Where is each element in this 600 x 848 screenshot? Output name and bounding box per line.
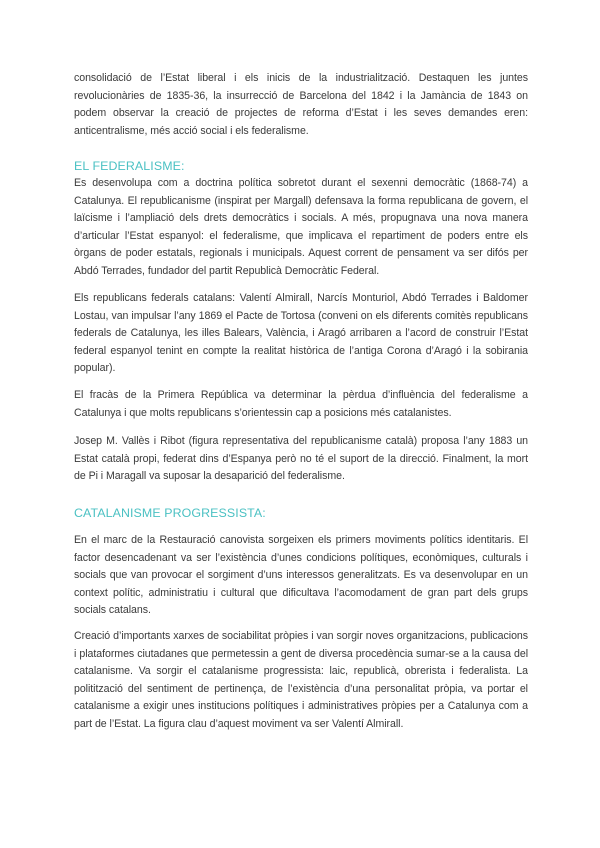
federalisme-paragraph-4: Josep M. Vallès i Ribot (figura representativa del republicanisme català) proposa l’any 1883 un Estat català propi, federat dins d’Espanya però no té el suport de la direcció. Finalment, la mort de Pi i Maragall va suposar la desaparició del federalisme. [74,435,528,483]
federalisme-paragraph-1: Es desenvolupa com a doctrina política sobretot durant el sexenni democràtic (1868-74) a Catalunya. El republicanisme (inspirat per Margall) defensava la forma republicana de govern, el laïcisme i l’ampliació dels drets democràtics i socials. A més, propugnava una nova manera d’articular l’Estat espanyol: el federalisme, que implicava el repartiment de poders entre els òrgans de poder estatals, regionals i municipals. Aquest corrent de pensament va ser difós per Abdó Terrades, fundador del partit Republicà Democràtic Federal. [74,177,528,277]
intro-paragraph: consolidació de l’Estat liberal i els inicis de la industrialització. Destaquen les juntes revolucionàries de 1835-36, la insurrecció de Barcelona del 1842 i la Jamància de 1843 on podem observar la creació de projectes de reforma d’Estat i les seves demandes eren: anticentralisme, més acció social i els federalisme. [74,72,528,137]
federalisme-paragraph-3: El fracàs de la Primera República va determinar la pèrdua d’influència del federalisme a Catalunya i que molts republicans s’orientessin cap a posicions més catalanistes. [74,389,528,419]
section-heading-federalisme: EL FEDERALISME: [74,159,185,173]
federalisme-paragraph-2: Els republicans federals catalans: Valentí Almirall, Narcís Monturiol, Abdó Terrades i Baldomer Lostau, van impulsar l’any 1869 el Pacte de Tortosa (conveni on els diferents comitès republicans federals de Catalunya, les illes Balears, València, i Aragó arribaren a l’acord de construir l’Estat federal espanyol tenint en compte la realitat històrica de l’antiga Corona d’Aragó i la sobirania popular). [74,292,528,375]
catalanisme-paragraph-2: Creació d’importants xarxes de sociabilitat pròpies i van sorgir noves organitzacions, publicacions i plataformes ciutadanes que permetessin a gent de diversa procedència sumar-se a la causa del catalanisme. Va sorgir el catalanisme progressista: laic, republicà, obrerista i federalista. La politització del sentiment de pertinença, de l’existència d’una personalitat pròpia, va portar el catalanisme a exigir unes institucions polítiques i administratives pròpies per a Catalunya com a part de l’Estat. La figura clau d’aquest moviment va ser Valentí Almirall. [74,630,528,730]
section-heading-catalanisme-progressista: CATALANISME PROGRESSISTA: [74,506,266,520]
catalanisme-paragraph-1: En el marc de la Restauració canovista sorgeixen els primers moviments polítics identitaris. El factor desencadenant va ser l’existència d’unes condicions polítiques, econòmiques, culturals i socials que van provocar el sorgiment d’uns interessos generalitzats. Es va desenvolupar en un context polític, administratiu i cultural que dificultava l’acomodament de gran part dels grups socials catalans. [74,534,528,617]
